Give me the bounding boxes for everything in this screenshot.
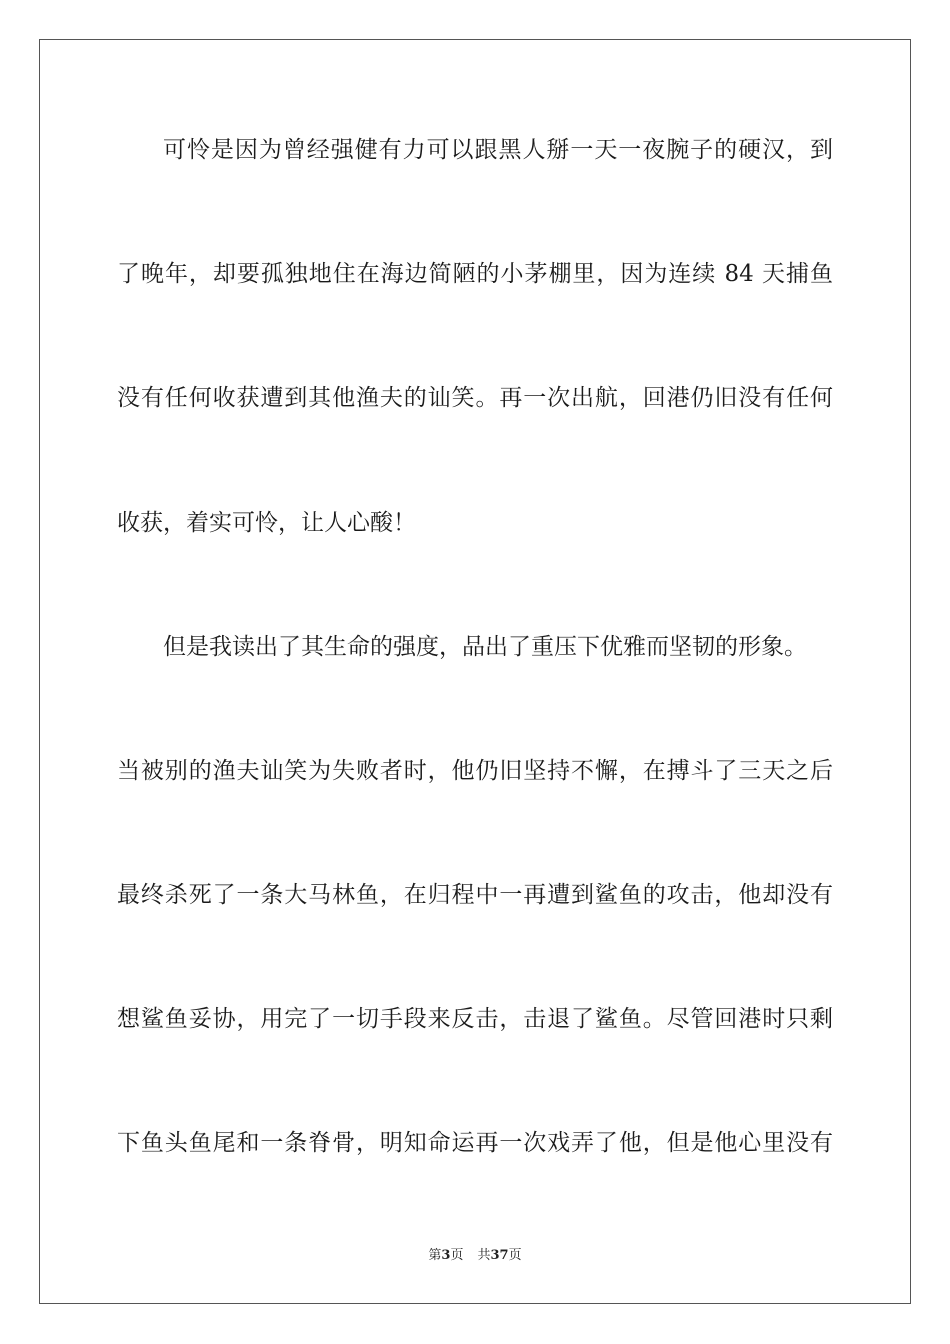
paragraph-line-1: 可怜是因为曾经强健有力可以跟黑人掰一天一夜腕子的硬汉，到: [163, 137, 833, 163]
page-footer: [0, 1248, 950, 1264]
page-prefix: 第: [428, 1248, 442, 1263]
page-suffix: 页: [450, 1248, 464, 1263]
paragraph-line-2: 了晚年，却要孤独地住在海边简陋的小茅棚里，因为连续 84 天捕鱼: [117, 261, 833, 287]
total-prefix: 共: [477, 1248, 491, 1263]
paragraph-line-4: 收获，着实可怜，让人心酸！: [117, 510, 416, 536]
paragraph-line-9: 下鱼头鱼尾和一条脊骨，明知命运再一次戏弄了他，但是他心里没有: [117, 1130, 833, 1156]
page-number: 3: [441, 1248, 451, 1263]
page-border: [39, 39, 911, 1304]
paragraph-line-6: 当被别的渔夫讪笑为失败者时，他仍旧坚持不懈，在搏斗了三天之后: [117, 758, 833, 784]
total-suffix: 页: [508, 1248, 522, 1263]
paragraph-line-8: 想鲨鱼妥协，用完了一切手段来反击，击退了鲨鱼。尽管回港时只剩: [117, 1006, 833, 1032]
total-pages: 37: [490, 1248, 509, 1263]
paragraph-line-5: 但是我读出了其生命的强度，品出了重压下优雅而坚韧的形象。: [163, 634, 807, 660]
paragraph-line-3: 没有任何收获遭到其他渔夫的讪笑。再一次出航，回港仍旧没有任何: [117, 385, 833, 411]
paragraph-line-7: 最终杀死了一条大马林鱼，在归程中一再遭到鲨鱼的攻击，他却没有: [117, 882, 833, 908]
